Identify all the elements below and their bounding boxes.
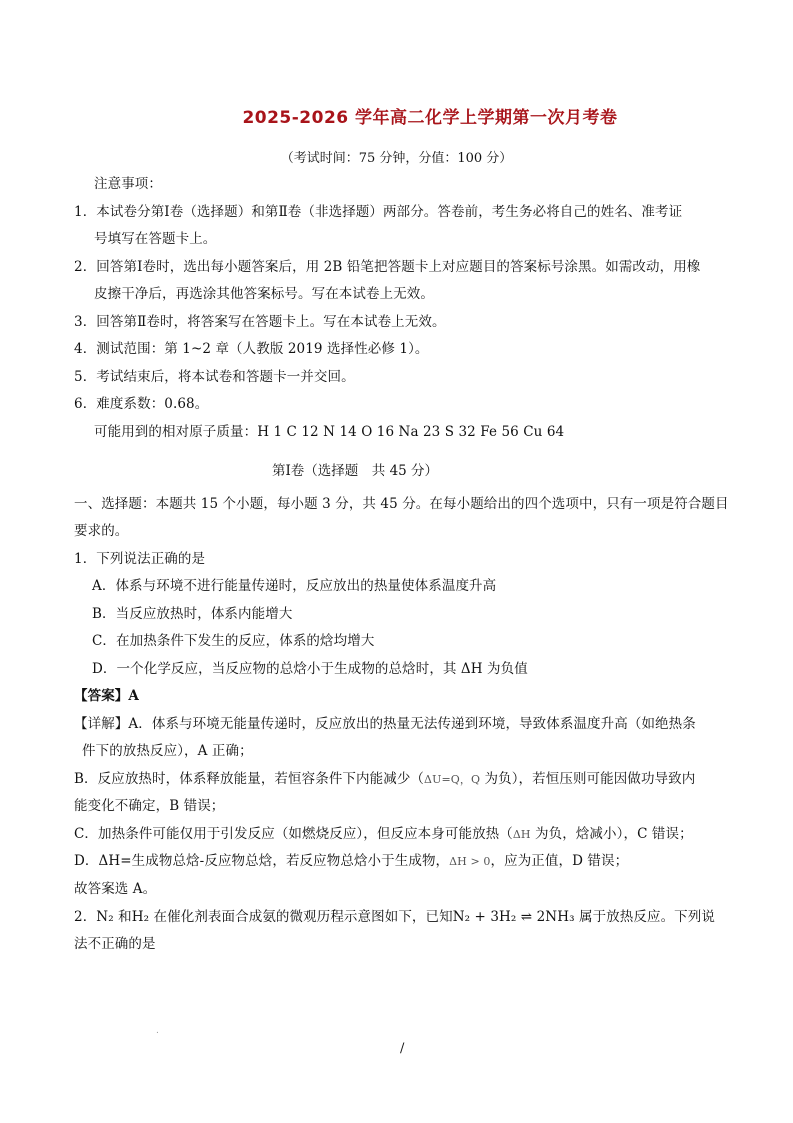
page-dot: .	[156, 1026, 159, 1036]
section-intro-line-1: 一、选择题：本题共 15 个小题，每小题 3 分，共 45 分。在每小题给出的四个选项中，只有一项是符合题目	[74, 496, 729, 512]
section-intro-line-2: 要求的。	[74, 523, 129, 539]
page-title: 2025-2026 学年高二化学上学期第一次月考卷	[242, 108, 618, 128]
notice-item-3: 3．回答第Ⅱ卷时，将答案写在答题卡上。写在本试卷上无效。	[74, 314, 446, 330]
exam-info: （考试时间：75 分钟，分值：100 分）	[280, 151, 513, 166]
question-1-detail-a-line-1: 【详解】A．体系与环境无能量传递时，反应放出的热量无法传递到环境，导致体系温度升高（如绝热条	[74, 716, 696, 732]
section-title: 第Ⅰ卷（选择题 共 45 分）	[271, 463, 439, 479]
question-1-conclusion: 故答案选 A。	[74, 881, 157, 897]
question-2-text-1: 在催化剂表面合成氨的微观历程示意图如下，已知	[149, 909, 453, 925]
question-1-option-a: A．体系与环境不进行能量传递时，反应放出的热量使体系温度升高	[92, 578, 497, 594]
option-d-text-2: 为负值	[482, 661, 528, 677]
page-number-mark: /	[400, 1041, 405, 1056]
question-1-stem: 1．下列说法正确的是	[74, 551, 206, 567]
h2-formula: H₂	[131, 909, 150, 925]
question-1-detail-a-line-2: 件下的放热反应），A 正确；	[82, 743, 253, 759]
notice-item-1-line-2: 号填写在答题卡上。	[94, 231, 217, 247]
delta-h-symbol: ΔH	[460, 661, 483, 677]
notice-item-5: 5．考试结束后，将本试卷和答题卡一并交回。	[74, 369, 355, 385]
notice-heading: 注意事项：	[94, 176, 162, 192]
detail-b-text-1: B．反应放热时，体系释放能量，若恒容条件下内能减少（	[74, 771, 425, 787]
question-1-option-b: B．当反应放热时，体系内能增大	[92, 606, 293, 622]
question-1-option-c: C．在加热条件下发生的反应，体系的焓均增大	[92, 633, 375, 649]
question-1-detail-c	[74, 825, 693, 844]
notice-item-2-line-2: 皮擦干净后，再选涂其他答案标号。写在本试卷上无效。	[94, 286, 434, 302]
question-1-option-d	[92, 660, 528, 678]
detail-c-text-1: C．加热条件可能仅用于引发反应（如燃烧反应），但反应本身可能放热（	[74, 826, 513, 842]
delta-u-formula: ΔU=Q，Q	[424, 773, 481, 786]
question-2-text-2: 属于放热反应。下列说	[574, 909, 715, 925]
question-1-detail-b-line-2: 能变化不确定，B 错误；	[74, 798, 225, 814]
question-1-answer: 【答案】A	[74, 688, 139, 704]
question-2-stem-line-1	[74, 908, 715, 926]
delta-h-symbol: ΔH	[98, 853, 121, 869]
atomic-mass-line: 可能用到的相对原子质量：H 1 C 12 N 14 O 16 Na 23 S 32 Fe 56 Cu 64	[94, 424, 565, 440]
detail-d-text-3: ，应为正值，D 错误；	[490, 853, 629, 869]
notice-item-1-line-1: 1．本试卷分第Ⅰ卷（选择题）和第Ⅱ卷（非选择题）两部分。答卷前，考生务必将自己的姓名、准考证	[74, 204, 683, 220]
question-2-stem-line-2: 法不正确的是	[74, 936, 156, 952]
delta-h-symbol: ΔH	[512, 828, 531, 841]
question-2-number: 2．	[74, 909, 97, 925]
detail-d-text-1: D．	[74, 853, 99, 869]
ammonia-equation: N₂ + 3H₂ ⇌ 2NH₃	[452, 909, 575, 925]
detail-c-text-2: 为负，焓减小），C 错误；	[530, 826, 693, 842]
notice-item-6: 6．难度系数：0.68。	[74, 396, 209, 412]
detail-b-text-2: 为负），若恒压则可能因做功导致内	[480, 771, 696, 787]
delta-h-positive-formula: ΔH > 0	[449, 855, 491, 868]
question-1-detail-b-line-1	[74, 770, 695, 789]
question-1-detail-d	[74, 852, 628, 871]
option-d-text-1: D．一个化学反应，当反应物的总焓小于生成物的总焓时，其	[92, 661, 461, 677]
notice-item-4: 4．测试范围：第 1~2 章（人教版 2019 选择性必修 1）。	[74, 341, 429, 357]
notice-item-2-line-1: 2．回答第Ⅰ卷时，选出每小题答案后，用 2B 铅笔把答题卡上对应题目的答案标号涂黑。如需改动，用橡	[74, 259, 701, 275]
and-text: 和	[113, 909, 132, 925]
detail-d-text-2: =生成物总焓-反应物总焓，若反应物总焓小于生成物，	[120, 853, 450, 869]
n2-formula: N₂	[96, 909, 114, 925]
